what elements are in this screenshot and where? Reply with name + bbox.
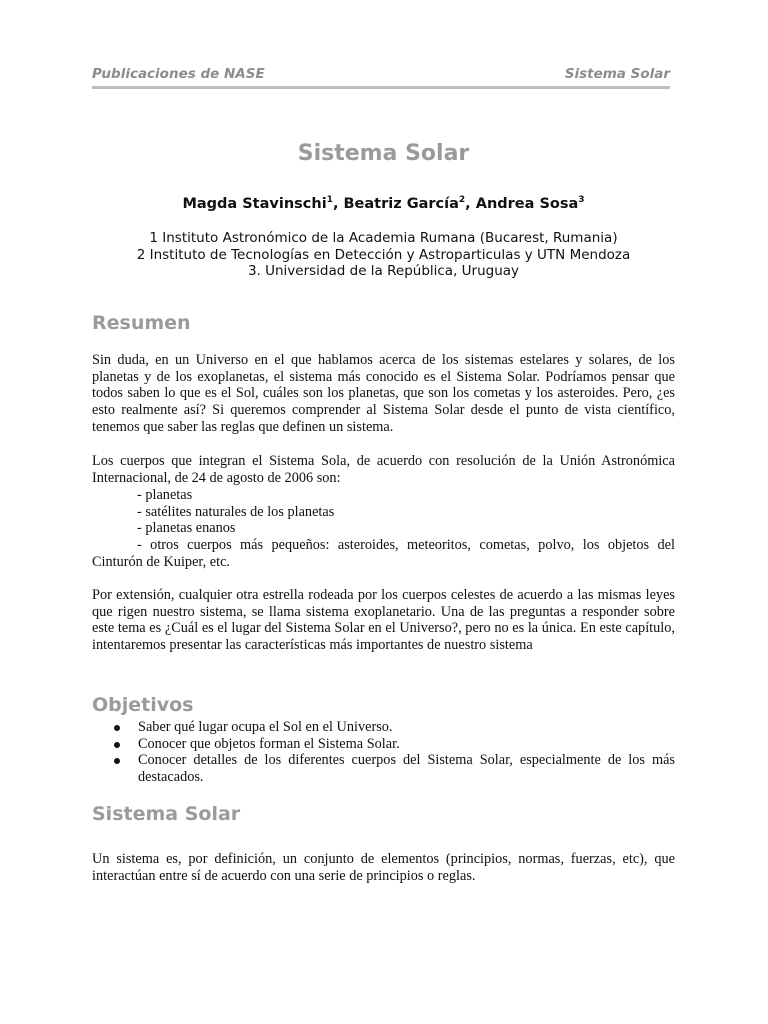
objectives-list: [92, 719, 675, 786]
header-rule: [92, 86, 670, 89]
author-separator: ,: [465, 195, 476, 212]
section-heading-sistema-solar: Sistema Solar: [92, 803, 241, 825]
author-line: [92, 195, 675, 212]
section-heading-objetivos: Objetivos: [92, 694, 194, 716]
objective-item: [92, 752, 675, 785]
resumen-paragraph-2: Los cuerpos que integran el Sistema Sola, de acuerdo con resolución de la Unión Astronómica Internacional, de 24 de agosto de 2006 son:: [92, 453, 675, 486]
list-item-wrapped: - otros cuerpos más pequeños: asteroides, meteoritos, cometas, polvo, los objetos del Cinturón de Kuiper, etc.: [92, 537, 675, 570]
objective-text: Saber qué lugar ocupa el Sol en el Universo.: [138, 719, 393, 735]
header-section: Sistema Solar: [564, 66, 670, 82]
objective-item: [92, 719, 675, 736]
author-name: Andrea Sosa: [475, 195, 579, 212]
running-header: [92, 66, 670, 82]
objective-item: [92, 736, 675, 753]
author-affiliation-mark: 3: [578, 195, 585, 205]
affiliation-line: 1 Instituto Astronómico de la Academia Rumana (Bucarest, Rumania): [149, 230, 618, 246]
section-heading-resumen: Resumen: [92, 312, 191, 334]
sistema-solar-paragraph-1: Un sistema es, por definición, un conjunto de elementos (principios, normas, fuerzas, etc), que interactúan entre sí de acuerdo con una serie de principios o reglas.: [92, 851, 675, 884]
author-separator: ,: [332, 195, 344, 212]
resumen-paragraph-3: Por extensión, cualquier otra estrella rodeada por los cuerpos celestes de acuerdo a las mismas leyes que rigen nuestro sistema, se llama sistema exoplanetario. Una de las preguntas a responder sobre este tema es ¿Cuál es el lugar del Sistema Solar en el Universo?, pero no es la única. En este capítulo, intentaremos presentar las características más importantes de nuestro sistema: [92, 587, 675, 654]
header-publication: Publicaciones de NASE: [92, 66, 265, 82]
resumen-paragraph-1: Sin duda, en un Universo en el que hablamos acerca de los sistemas estelares y solares, de los planetas y de los exoplanetas, el sistema más conocido es el Sistema Solar. Podríamos pensar que todos saben lo que es el Sol, cuáles son los planetas, que son los cometas y los asteroides. Pero, ¿es esto realmente así? Si queremos comprender al Sistema Solar desde el punto de vista científico, tenemos que saber las reglas que definen un sistema.: [92, 352, 675, 435]
objective-text: Conocer detalles de los diferentes cuerpos del Sistema Solar, especialmente de los más destacados.: [138, 752, 675, 786]
document-title: Sistema Solar: [297, 141, 470, 166]
list-item: - planetas enanos: [137, 520, 236, 537]
bullet-icon: [114, 725, 120, 731]
affiliation-line: 2 Instituto de Tecnologías en Detección y Astroparticulas y UTN Mendoza: [136, 246, 631, 263]
list-item: - planetas: [137, 487, 193, 503]
author-name: Magda Stavinschi: [182, 195, 327, 212]
author-affiliation-mark: 2: [458, 195, 466, 205]
affiliation-line: 3. Universidad de la República, Uruguay: [247, 263, 520, 279]
bullet-icon: [114, 742, 120, 748]
list-item: - satélites naturales de los planetas: [137, 503, 335, 520]
affiliations: [92, 230, 675, 280]
bullet-icon: [114, 758, 120, 764]
body-type-list: [137, 487, 675, 537]
author-affiliation-mark: 1: [326, 195, 333, 205]
objective-text: Conocer que objetos forman el Sistema Solar.: [138, 735, 400, 752]
author-name: Beatriz García: [343, 195, 459, 212]
